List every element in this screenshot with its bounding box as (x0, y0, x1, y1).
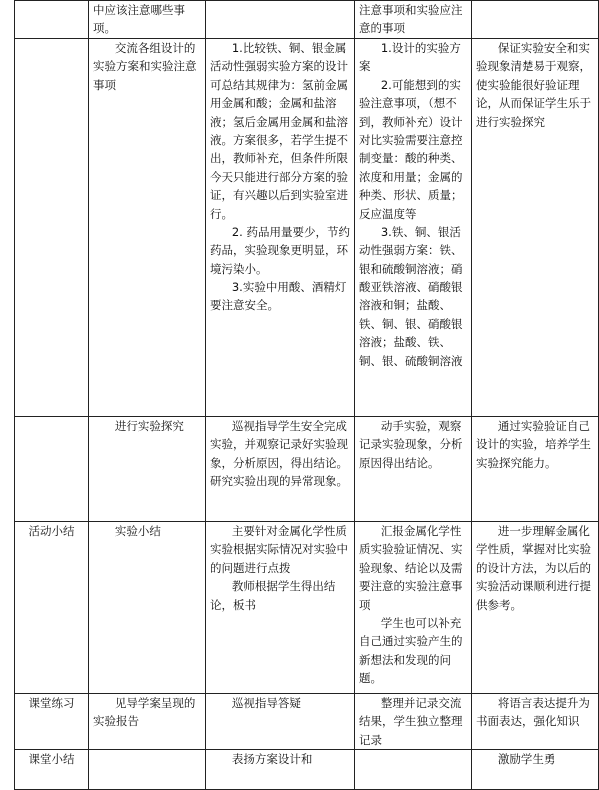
stage-cell (15, 417, 89, 522)
content-text: 进行实验探究 (114, 419, 184, 433)
stage-cell: 活动小结 (15, 522, 89, 694)
stage-cell: 课堂小结 (15, 750, 89, 790)
teacher-cell (206, 39, 355, 417)
lesson-plan-table (14, 0, 599, 790)
intent-cell (472, 750, 599, 790)
student-text: 3.铁、铜、银活动性强弱方案：铁、银和硫酸铜溶液；硝酸亚铁溶液、硝酸银溶液和铜；盐酸、铁、铜、银、硝酸银溶液；盐酸、铁、铜、银、硫酸铜溶液 (359, 224, 463, 368)
content-cell (89, 750, 206, 790)
teacher-text: 1.比较铁、铜、银金属活动性强弱实验方案的设计可总结其规律为：氢前金属用金属和酸；金属和盐溶液；氢后金属用金属和盐溶液。方案很多，若学生提不出，教师补充，但条件所限今天只能进行部分方案的验证，有兴趣以后到实验室进行。 (210, 41, 348, 221)
content-text: 见导学案呈现的实验报告 (93, 696, 196, 729)
table-row (15, 694, 599, 750)
intent-cell (472, 1, 599, 39)
student-cell (355, 1, 472, 39)
teacher-cell (206, 1, 355, 39)
teacher-text: 巡视指导学生安全完成实验，并观察记录好实验现象，分析原因，得出结论。研究实验出现的异常现象。 (210, 419, 348, 489)
student-cell (355, 750, 472, 790)
intent-cell (472, 694, 599, 750)
student-cell (355, 39, 472, 417)
teacher-text: 教师根据学生得出结论，板书 (210, 579, 336, 612)
content-cell (89, 694, 206, 750)
student-text: 汇报金属化学性质实验验证情况、实验现象、结论以及需要注意的实验注意事项 (359, 524, 463, 612)
intent-text: 将语言表达提升为书面表达，强化知识 (476, 696, 590, 729)
teacher-text: 表扬方案设计和 (231, 752, 313, 767)
intent-cell (472, 39, 599, 417)
teacher-text: 巡视指导答疑 (231, 696, 301, 710)
content-text: 中应该注意哪些事项。 (93, 3, 185, 36)
intent-text: 通过实验验证自己设计的实验，培养学生实验探究能力。 (476, 419, 591, 470)
content-cell (89, 417, 206, 522)
stage-cell: 课堂练习 (15, 694, 89, 750)
intent-text: 激励学生勇 (497, 752, 556, 767)
table-row (15, 1, 599, 39)
content-cell (89, 522, 206, 694)
intent-text: 进一步理解金属化学性质，掌握对比实验的设计方法，为以后的实验活动课顺利进行提供参考。 (476, 524, 591, 612)
teacher-cell (206, 750, 355, 790)
intent-cell (472, 417, 599, 522)
content-text: 实验小结 (114, 524, 161, 538)
table-row (15, 39, 599, 417)
student-text: 2.可能想到的实验注意事项，（想不到，教师补充）设计对比实验需要注意控制变量：酸的种类、浓度和用量；金属的种类、形状、质量；反应温度等 (359, 77, 463, 221)
student-text: 动手实验，观察记录实验现象，分析原因得出结论。 (359, 419, 463, 470)
teacher-cell (206, 417, 355, 522)
table-row (15, 417, 599, 522)
intent-cell (472, 522, 599, 694)
student-text: 学生也可以补充自己通过实验产生的新想法和发现的问题。 (359, 615, 463, 686)
intent-text: 保证实验安全和实验现象清楚易于观察，使实验能很好验证理论，从而保证学生乐于进行实验探究 (476, 41, 591, 129)
stage-cell (15, 39, 89, 417)
student-cell (355, 417, 472, 522)
student-text: 注意事项和实验应注意的事项 (359, 3, 463, 36)
teacher-text: 2. 药品用量要少，节约药品，实验现象更明显，环境污染小。 (210, 224, 350, 276)
student-text: 整理并记录交流结果，学生独立整理记录 (359, 696, 463, 747)
teacher-text: 3.实验中用酸、酒精灯要注意安全。 (210, 280, 347, 313)
student-text: 1.设计的实验方案 (359, 41, 461, 74)
content-cell (89, 1, 206, 39)
teacher-cell (206, 522, 355, 694)
student-cell (355, 694, 472, 750)
content-cell (89, 39, 206, 417)
stage-cell (15, 1, 89, 39)
table-row (15, 522, 599, 694)
table-row (15, 750, 599, 790)
teacher-text: 主要针对金属化学性质实验根据实际情况对实验中的问题进行点拨 (210, 524, 348, 575)
teacher-cell (206, 694, 355, 750)
content-text: 交流各组设计的实验方案和实验注意事项 (93, 41, 197, 92)
student-cell (355, 522, 472, 694)
